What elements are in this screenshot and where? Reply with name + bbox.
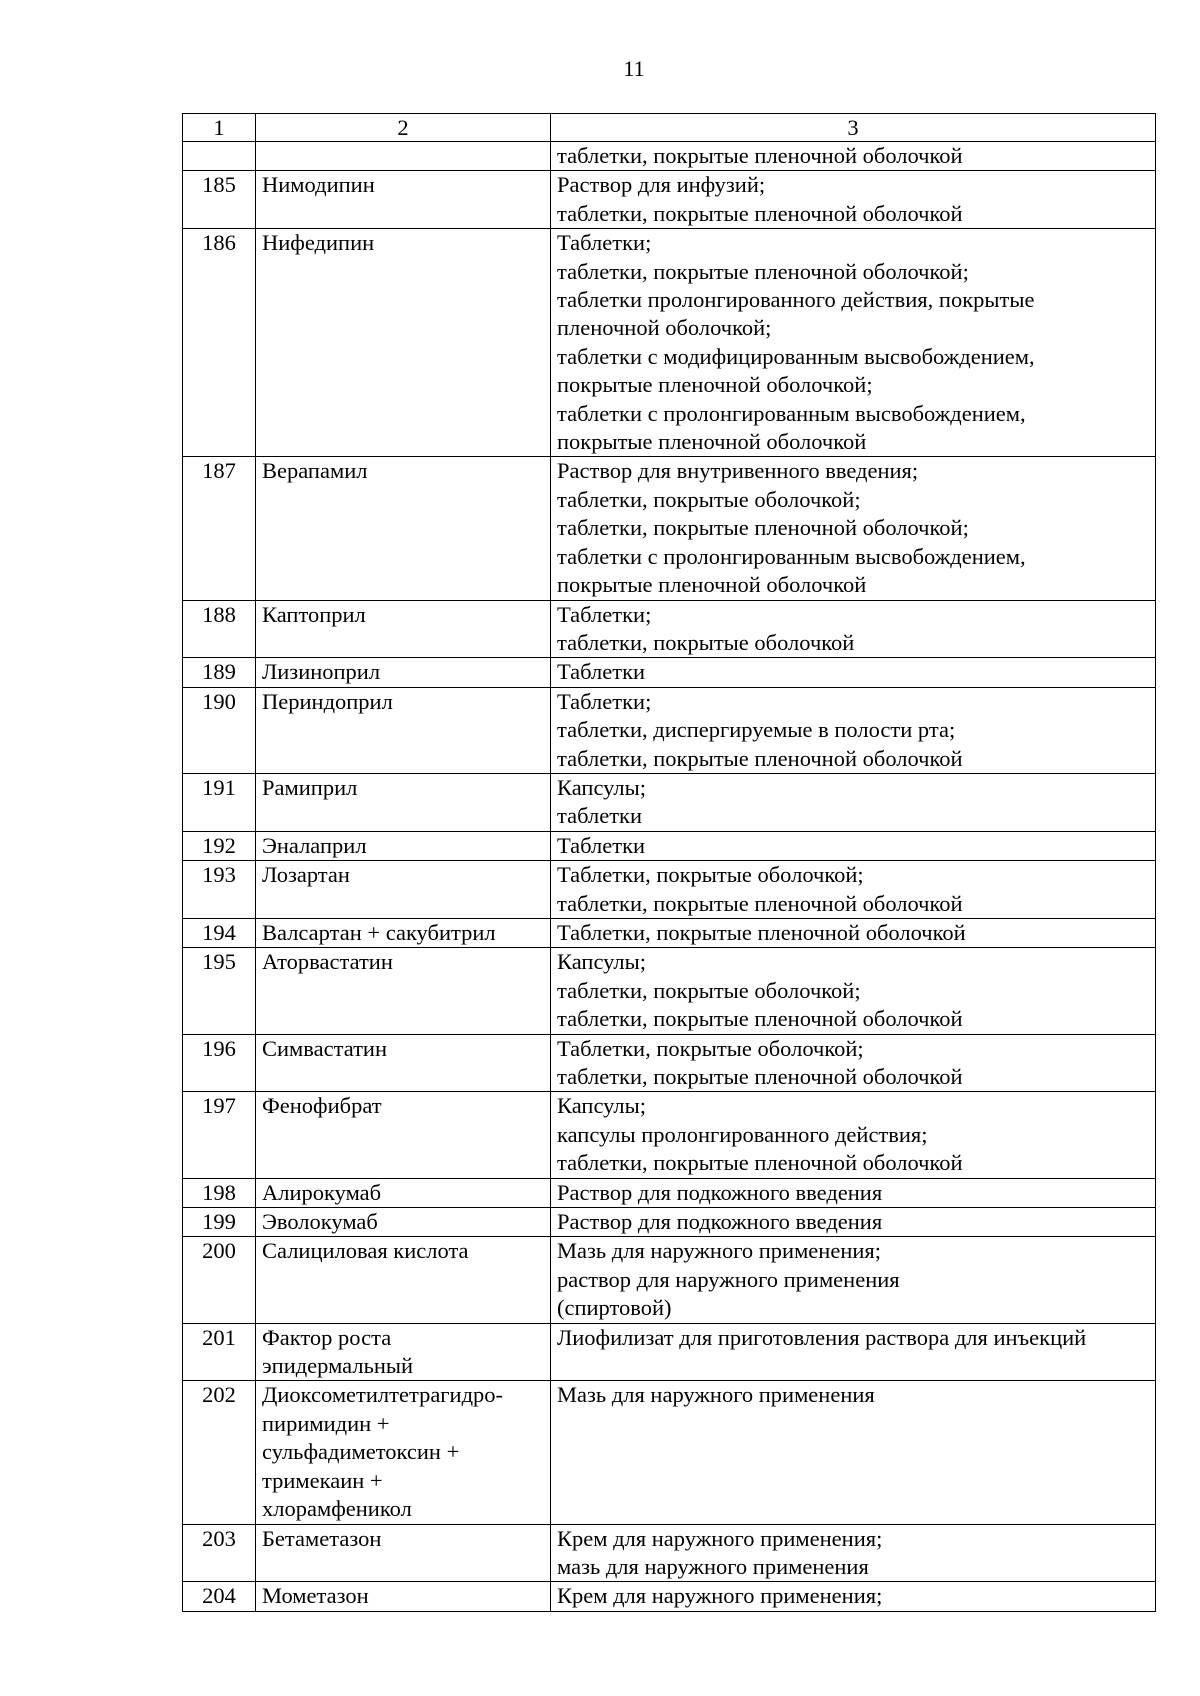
dosage-form-line: Капсулы;	[557, 774, 646, 800]
row-number: 192	[183, 831, 256, 860]
dosage-form-line: таблетки, покрытые пленочной оболочкой	[557, 1064, 963, 1089]
dosage-form-line: таблетки, диспергируемые в полости рта;	[557, 717, 956, 743]
dosage-form-line: мазь для наружного применения	[557, 1553, 869, 1579]
row-number: 185	[183, 171, 256, 229]
dosage-form-line: Раствор для подкожного введения	[557, 1179, 883, 1205]
dosage-form-line: пленочной оболочкой;	[557, 315, 772, 341]
table-row	[183, 457, 1156, 600]
row-number: 191	[183, 773, 256, 831]
table-row	[183, 658, 1156, 687]
dosage-form-line: (спиртовой)	[557, 1295, 672, 1321]
page-number: 11	[623, 56, 645, 81]
dosage-form-line: таблетки, покрытые пленочной оболочкой	[557, 890, 963, 916]
table-row	[183, 831, 1156, 860]
table-row	[183, 1237, 1156, 1323]
drug-name: Эволокумаб	[256, 1208, 551, 1237]
dosage-form-line: Мазь для наружного применения;	[557, 1238, 881, 1264]
dosage-form-line: Раствор для внутривенного введения;	[557, 458, 919, 484]
dosage-form-line: Таблетки, покрытые оболочкой;	[557, 1035, 864, 1061]
row-number: 203	[183, 1524, 256, 1582]
row-number: 198	[183, 1178, 256, 1207]
dosage-form-line: Таблетки, покрытые оболочкой;	[557, 862, 864, 888]
dosage-forms	[551, 1381, 1156, 1524]
row-number: 194	[183, 918, 256, 947]
row-number	[183, 142, 256, 171]
drug-name	[256, 142, 551, 171]
drug-name: Симвастатин	[256, 1034, 551, 1092]
drug-name-line: тримекаин +	[262, 1467, 383, 1493]
drug-name: Лозартан	[256, 861, 551, 919]
row-number: 186	[183, 229, 256, 457]
dosage-forms	[551, 918, 1156, 947]
drug-name: Аторвастатин	[256, 948, 551, 1034]
drug-name: Валсартан + сакубитрил	[256, 918, 551, 947]
dosage-form-line: таблетки	[557, 803, 643, 829]
dosage-forms	[551, 948, 1156, 1034]
table-row	[183, 1092, 1156, 1178]
dosage-form-line: таблетки, покрытые пленочной оболочкой	[557, 1006, 963, 1032]
table-row	[183, 1323, 1156, 1381]
dosage-forms	[551, 1524, 1156, 1582]
table-row	[183, 1381, 1156, 1524]
dosage-form-line: Капсулы;	[557, 949, 646, 975]
dosage-forms	[551, 687, 1156, 773]
dosage-form-line: таблетки, покрытые пленочной оболочкой;	[557, 515, 969, 541]
table-row	[183, 142, 1156, 171]
table-header-row	[183, 114, 1156, 142]
table-row	[183, 687, 1156, 773]
drug-name: Нимодипин	[256, 171, 551, 229]
dosage-form-line: раствор для наружного применения	[557, 1266, 900, 1292]
row-number: 187	[183, 457, 256, 600]
table-row	[183, 1208, 1156, 1237]
table-row	[183, 773, 1156, 831]
table-row	[183, 171, 1156, 229]
row-number: 196	[183, 1034, 256, 1092]
row-number: 197	[183, 1092, 256, 1178]
dosage-form-line: Таблетки	[557, 659, 646, 685]
dosage-forms	[551, 1092, 1156, 1178]
row-number: 188	[183, 600, 256, 658]
drug-name-line: сульфадиметоксин +	[262, 1439, 460, 1465]
drug-name-line: эпидермальный	[262, 1353, 414, 1379]
dosage-form-line: Крем для наружного применения;	[557, 1525, 883, 1551]
drug-name: Верапамил	[256, 457, 551, 600]
dosage-form-line: таблетки, покрытые оболочкой;	[557, 486, 861, 512]
dosage-forms	[551, 861, 1156, 919]
row-number: 195	[183, 948, 256, 1034]
drug-name-line: Диоксометилтетрагидро-	[262, 1382, 504, 1408]
table-row	[183, 1034, 1156, 1092]
dosage-form-line: таблетки с пролонгированным высвобождением,	[557, 543, 1026, 569]
drug-name	[256, 1323, 551, 1381]
dosage-forms	[551, 1582, 1156, 1611]
dosage-forms	[551, 142, 1156, 171]
dosage-forms	[551, 229, 1156, 457]
drug-name: Бетаметазон	[256, 1524, 551, 1582]
drug-name: Мометазон	[256, 1582, 551, 1611]
row-number: 199	[183, 1208, 256, 1237]
dosage-form-line: покрытые пленочной оболочкой	[557, 572, 867, 598]
dosage-form-line: таблетки, покрытые пленочной оболочкой	[557, 745, 963, 771]
row-number: 204	[183, 1582, 256, 1611]
drug-name: Эналаприл	[256, 831, 551, 860]
dosage-form-line: Таблетки, покрытые пленочной оболочкой	[557, 919, 966, 945]
dosage-forms	[551, 1237, 1156, 1323]
dosage-forms	[551, 1323, 1156, 1381]
table-row	[183, 600, 1156, 658]
drug-name: Нифедипин	[256, 229, 551, 457]
dosage-form-line: таблетки с модифицированным высвобождением,	[557, 343, 1035, 369]
drug-name-line: Фактор роста	[262, 1324, 392, 1350]
row-number: 201	[183, 1323, 256, 1381]
table-row	[183, 229, 1156, 457]
table-row	[183, 1582, 1156, 1611]
dosage-form-line: Таблетки;	[557, 230, 652, 256]
row-number: 200	[183, 1237, 256, 1323]
dosage-forms	[551, 600, 1156, 658]
dosage-forms	[551, 457, 1156, 600]
row-number: 202	[183, 1381, 256, 1524]
dosage-forms	[551, 1208, 1156, 1237]
drug-name	[256, 1381, 551, 1524]
row-number: 190	[183, 687, 256, 773]
dosage-form-line: таблетки, покрытые пленочной оболочкой	[557, 143, 963, 168]
row-number: 189	[183, 658, 256, 687]
dosage-form-line: Таблетки;	[557, 688, 652, 714]
dosage-forms	[551, 831, 1156, 860]
dosage-form-line: таблетки пролонгированного действия, покрытые	[557, 287, 1035, 313]
table-row	[183, 1178, 1156, 1207]
dosage-form-line: Раствор для инфузий;	[557, 172, 766, 198]
dosage-form-line: Таблетки	[557, 832, 646, 858]
dosage-form-line: Таблетки;	[557, 601, 652, 627]
table-row	[183, 948, 1156, 1034]
dosage-form-line: капсулы пролонгированного действия;	[557, 1121, 928, 1147]
dosage-form-line: Капсулы;	[557, 1093, 646, 1119]
dosage-forms	[551, 1178, 1156, 1207]
dosage-form-line: покрытые пленочной оболочкой;	[557, 372, 873, 398]
drug-name: Лизиноприл	[256, 658, 551, 687]
dosage-form-line: Лиофилизат для приготовления раствора для инъекций	[557, 1324, 1087, 1350]
drug-name: Алирокумаб	[256, 1178, 551, 1207]
dosage-forms	[551, 658, 1156, 687]
dosage-form-line: таблетки, покрытые оболочкой	[557, 629, 855, 655]
table-body	[183, 142, 1156, 1612]
drug-name: Фенофибрат	[256, 1092, 551, 1178]
medication-table	[182, 113, 1156, 1612]
drug-name-line: пиримидин +	[262, 1410, 390, 1436]
dosage-forms	[551, 171, 1156, 229]
row-number: 193	[183, 861, 256, 919]
drug-name-line: хлорамфеникол	[262, 1496, 412, 1522]
dosage-form-line: таблетки, покрытые пленочной оболочкой	[557, 1150, 963, 1176]
drug-name: Периндоприл	[256, 687, 551, 773]
dosage-form-line: таблетки, покрытые оболочкой;	[557, 977, 861, 1003]
dosage-form-line: покрытые пленочной оболочкой	[557, 429, 867, 455]
drug-name: Рамиприл	[256, 773, 551, 831]
dosage-form-line: таблетки, покрытые пленочной оболочкой	[557, 200, 963, 226]
table-row	[183, 918, 1156, 947]
dosage-form-line: Раствор для подкожного введения	[557, 1209, 883, 1235]
dosage-forms	[551, 1034, 1156, 1092]
column-header-name: 2	[256, 114, 551, 142]
drug-name: Салициловая кислота	[256, 1237, 551, 1323]
dosage-forms	[551, 773, 1156, 831]
table-row	[183, 861, 1156, 919]
dosage-form-line: Мазь для наружного применения	[557, 1382, 875, 1408]
dosage-form-line: таблетки, покрытые пленочной оболочкой;	[557, 258, 969, 284]
table-row	[183, 1524, 1156, 1582]
dosage-form-line: Крем для наружного применения;	[557, 1583, 883, 1609]
column-header-forms: 3	[551, 114, 1156, 142]
drug-name: Каптоприл	[256, 600, 551, 658]
dosage-form-line: таблетки с пролонгированным высвобождением,	[557, 400, 1026, 426]
column-header-number: 1	[183, 114, 256, 142]
